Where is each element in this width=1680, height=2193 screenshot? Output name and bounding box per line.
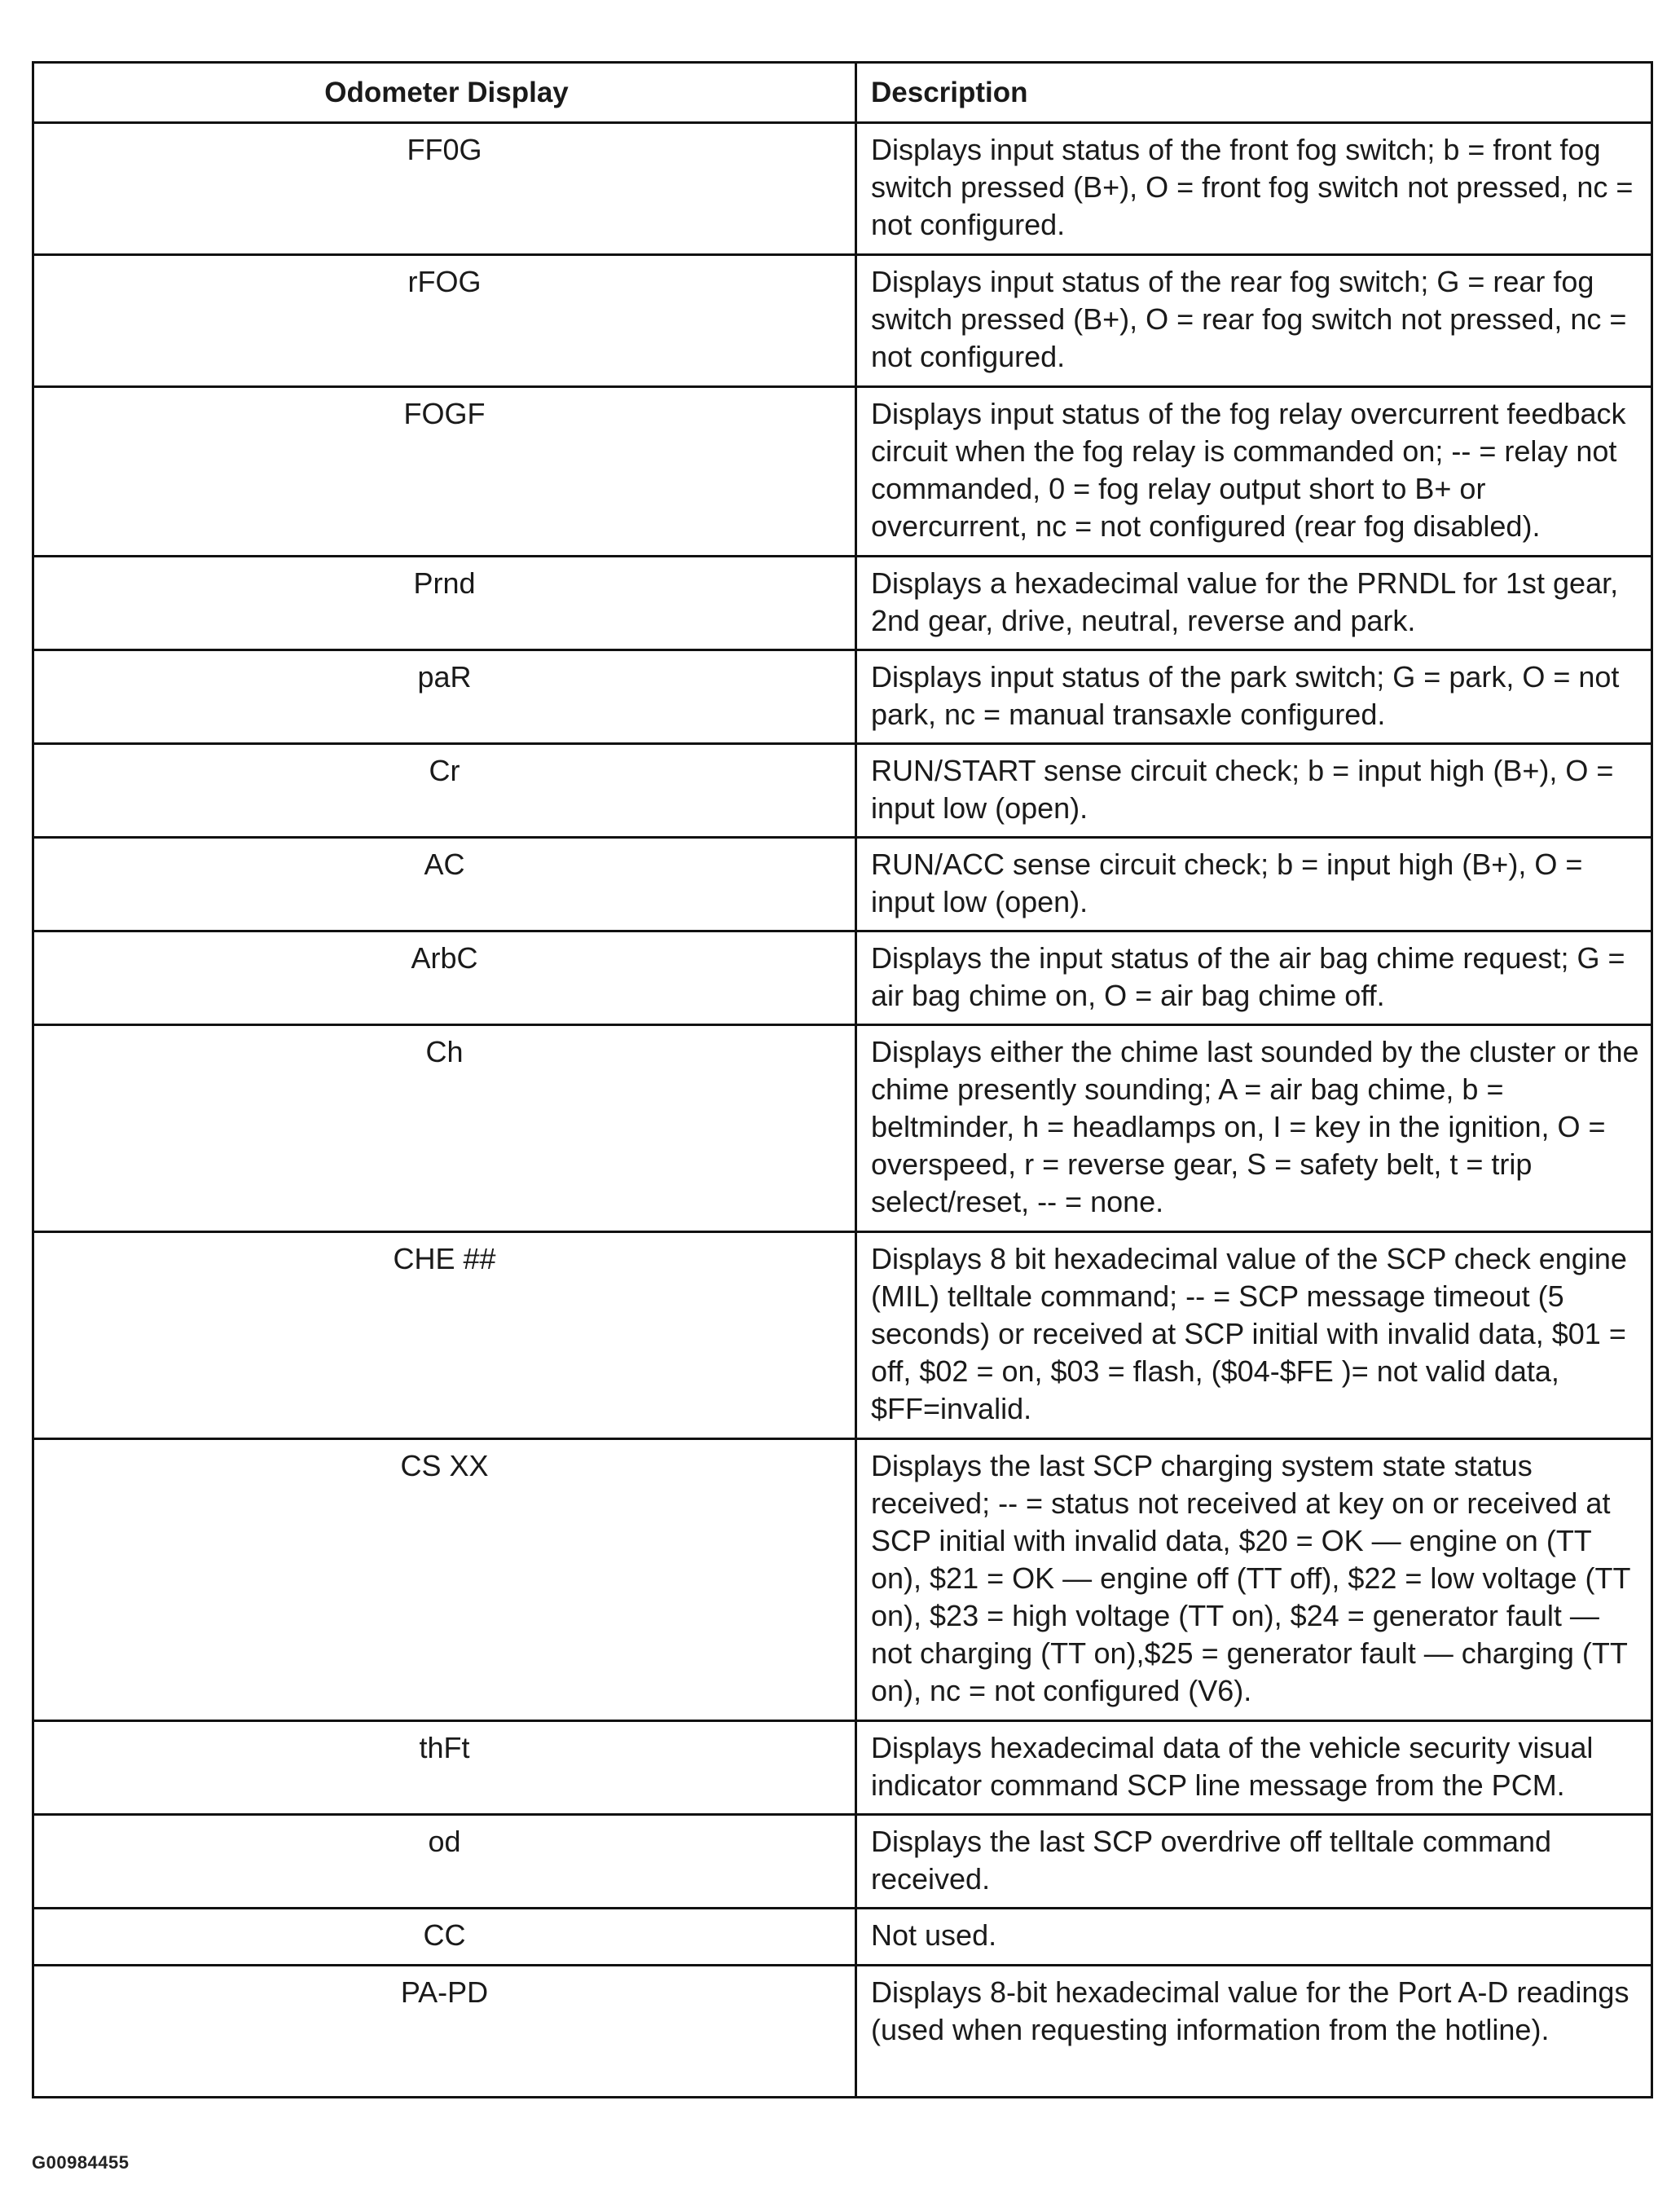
column-header-description: Description — [856, 63, 1652, 123]
code-description: Displays the last SCP charging system state status received; -- = status not received at key on or received at SCP initial with invalid data, $20 = OK — engine on (TT on), $21 = OK — engine off (TT off), $22 = low voltage (TT on), $23 = high voltage (TT on), $24 = generator fault — not charging (TT on),$25 = generator fault — charging (TT on), nc = not configured (V6). — [856, 1439, 1652, 1721]
code-description: Displays input status of the fog relay overcurrent feedback circuit when the fog relay is commanded on; -- = relay not commanded, 0 = fog relay output short to B+ or overcurrent, nc = not configured (rear fog disabled). — [856, 387, 1652, 557]
odometer-code: od — [33, 1815, 856, 1909]
odometer-code: AC — [33, 838, 856, 931]
column-header-odometer-display: Odometer Display — [33, 63, 856, 123]
table-row — [33, 123, 1652, 255]
odometer-code: CHE ## — [33, 1232, 856, 1439]
odometer-code: paR — [33, 650, 856, 744]
code-description: Not used. — [856, 1909, 1652, 1966]
odometer-code: thFt — [33, 1721, 856, 1815]
table-row — [33, 1721, 1652, 1815]
odometer-code: Prnd — [33, 557, 856, 650]
table-row — [33, 1966, 1652, 2098]
figure-id: G00984455 — [32, 2152, 130, 2173]
code-description: Displays the last SCP overdrive off telltale command received. — [856, 1815, 1652, 1909]
table-row — [33, 1909, 1652, 1966]
table-row — [33, 1439, 1652, 1721]
table-row — [33, 931, 1652, 1025]
table-row — [33, 744, 1652, 838]
odometer-code: FF0G — [33, 123, 856, 255]
table-row — [33, 838, 1652, 931]
code-description: Displays either the chime last sounded by the cluster or the chime presently sounding; A = air bag chime, b = beltminder, h = headlamps on, I = key in the ignition, O = overspeed, r = reverse gear, S = safety belt, t = trip select/reset, -- = none. — [856, 1025, 1652, 1232]
code-description: Displays 8 bit hexadecimal value of the SCP check engine (MIL) telltale command; -- = SCP message timeout (5 seconds) or received at SCP initial with invalid data, $01 = off, $02 = on, $03 = flash, ($04-$FE )= not valid data, $FF=invalid. — [856, 1232, 1652, 1439]
odometer-display-table — [32, 61, 1653, 2098]
odometer-code: CC — [33, 1909, 856, 1966]
odometer-code: FOGF — [33, 387, 856, 557]
code-description: Displays hexadecimal data of the vehicle security visual indicator command SCP line message from the PCM. — [856, 1721, 1652, 1815]
table-row — [33, 255, 1652, 387]
code-description: RUN/ACC sense circuit check; b = input high (B+), O = input low (open). — [856, 838, 1652, 931]
odometer-code: PA-PD — [33, 1966, 856, 2098]
table-row — [33, 557, 1652, 650]
table-row — [33, 650, 1652, 744]
table-row — [33, 1025, 1652, 1232]
odometer-code: Cr — [33, 744, 856, 838]
code-description: Displays 8-bit hexadecimal value for the Port A-D readings (used when requesting information from the hotline). — [856, 1966, 1652, 2098]
code-description: RUN/START sense circuit check; b = input high (B+), O = input low (open). — [856, 744, 1652, 838]
code-description: Displays input status of the park switch; G = park, O = not park, nc = manual transaxle configured. — [856, 650, 1652, 744]
code-description: Displays the input status of the air bag chime request; G = air bag chime on, O = air bag chime off. — [856, 931, 1652, 1025]
odometer-code: Ch — [33, 1025, 856, 1232]
table-header-row — [33, 63, 1652, 123]
odometer-code: ArbC — [33, 931, 856, 1025]
code-description: Displays input status of the front fog switch; b = front fog switch pressed (B+), O = front fog switch not pressed, nc = not configured. — [856, 123, 1652, 255]
table-row — [33, 1232, 1652, 1439]
odometer-code: rFOG — [33, 255, 856, 387]
table-row — [33, 1815, 1652, 1909]
code-description: Displays input status of the rear fog switch; G = rear fog switch pressed (B+), O = rear fog switch not pressed, nc = not configured. — [856, 255, 1652, 387]
odometer-code: CS XX — [33, 1439, 856, 1721]
code-description: Displays a hexadecimal value for the PRNDL for 1st gear, 2nd gear, drive, neutral, reverse and park. — [856, 557, 1652, 650]
table-row — [33, 387, 1652, 557]
